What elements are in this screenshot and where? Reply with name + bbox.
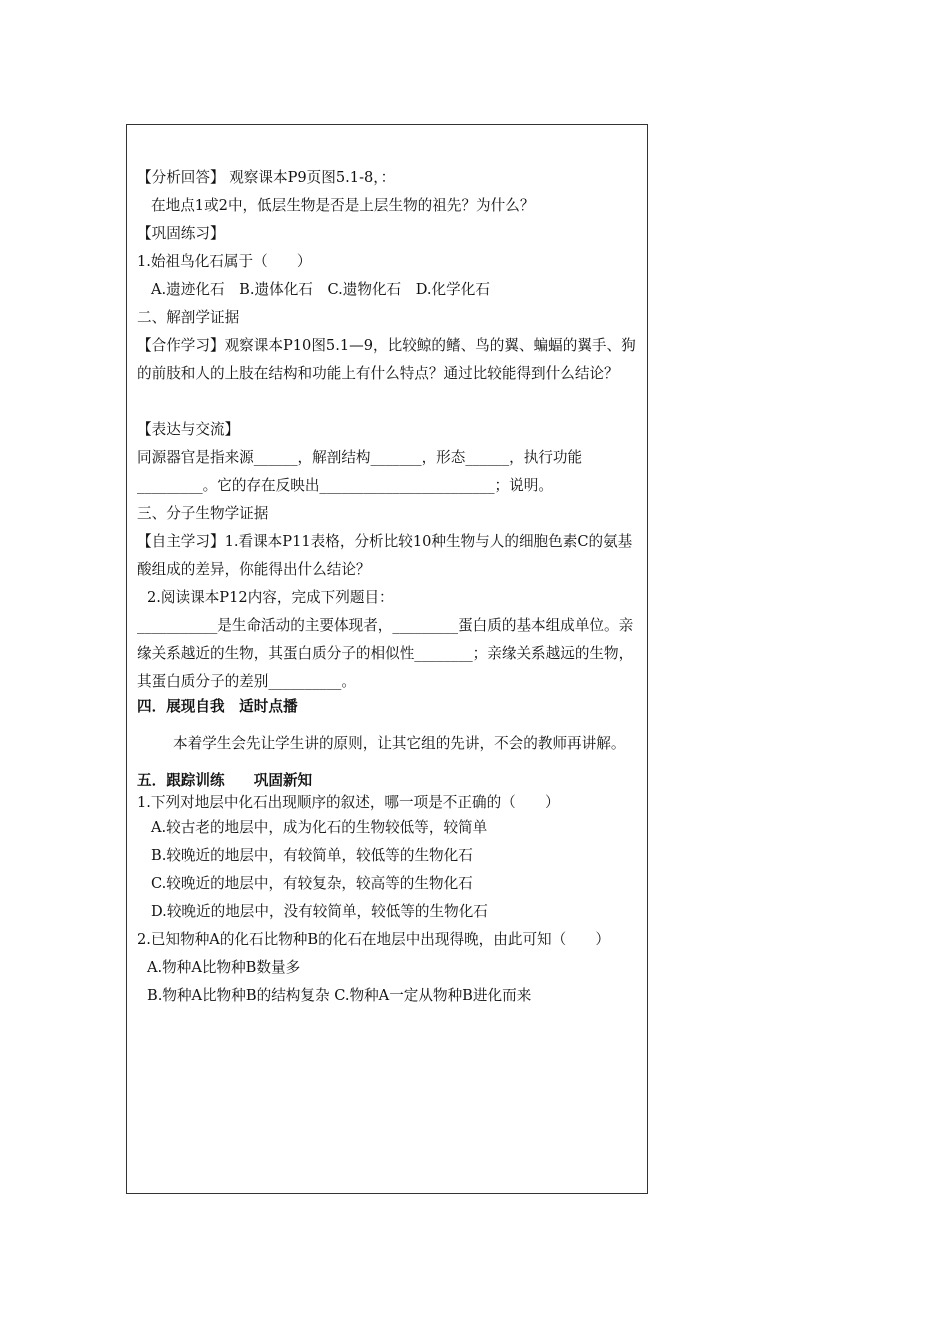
section-anatomy-heading: 二、解剖学证据 <box>137 309 240 326</box>
exercise-1-option-a: A.较古老的地层中，成为化石的生物较低等，较简单 <box>151 819 488 836</box>
consolidation-heading: 【巩固练习】 <box>137 225 225 242</box>
question-1-options: A.遗迹化石 B.遗体化石 C.遗物化石 D.化学化石 <box>151 281 490 298</box>
reading-task: 2.阅读课本P12内容，完成下列题目： <box>147 589 394 606</box>
expression-heading: 【表达与交流】 <box>137 421 240 438</box>
self-study-text: 【自主学习】1.看课本P11表格，分析比较10种生物与人的细胞色素C的氨基酸组成的差异，你能得出什么结论？ <box>137 533 633 578</box>
exercise-1-option-d: D.较晚近的地层中，没有较简单，较低等的生物化石 <box>151 903 488 920</box>
section-molecular-heading: 三、分子生物学证据 <box>137 505 269 522</box>
cooperative-learning-text: 【合作学习】观察课本P10图5.1—9，比较鲸的鳍、鸟的翼、蝙蝠的翼手、狗的前肢和人的上肢在结构和功能上有什么特点？通过比较能得到什么结论？ <box>137 337 636 382</box>
exercise-2-option-a: A.物种A比物种B数量多 <box>147 959 301 976</box>
exercise-1: 1.下列对地层中化石出现顺序的叙述，哪一项是不正确的（ ） <box>137 794 560 811</box>
section-four-text: 本着学生会先让学生讲的原则，让其它组的先讲，不会的教师再讲解。 <box>173 735 626 752</box>
exercise-1-option-b: B.较晚近的地层中，有较简单，较低等的生物化石 <box>151 847 473 864</box>
homologous-organ-fill-in: 同源器官是指来源______，解剖结构_______，形态______，执行功能_________。它的存在反映出________________________；说明。 <box>137 449 583 494</box>
exercise-2-option-bc: B.物种A比物种B的结构复杂 C.物种A一定从物种B进化而来 <box>147 987 532 1004</box>
worksheet-content <box>137 164 641 1010</box>
section-five-heading: 五．跟踪训练 巩固新知 <box>137 772 313 789</box>
exercise-2: 2.已知物种A的化石比物种B的化石在地层中出现得晚，由此可知（ ） <box>137 931 611 948</box>
section-four-heading: 四．展现自我 适时点播 <box>137 698 298 715</box>
exercise-1-option-c: C.较晚近的地层中，有较复杂，较高等的生物化石 <box>151 875 473 892</box>
analysis-answer-line: 【分析回答】 观察课本P9页图5.1-8，： <box>137 169 396 186</box>
analysis-question: 在地点1或2中，低层生物是否是上层生物的祖先？为什么？ <box>151 197 535 214</box>
protein-fill-in: ___________是生命活动的主要体现者，_________蛋白质的基本组成单位。亲缘关系越近的生物，其蛋白质分子的相似性________；亲缘关系越远的生物，其蛋白质分子的差别__________。 <box>137 617 634 690</box>
question-1: 1.始祖鸟化石属于（ ） <box>137 253 312 270</box>
